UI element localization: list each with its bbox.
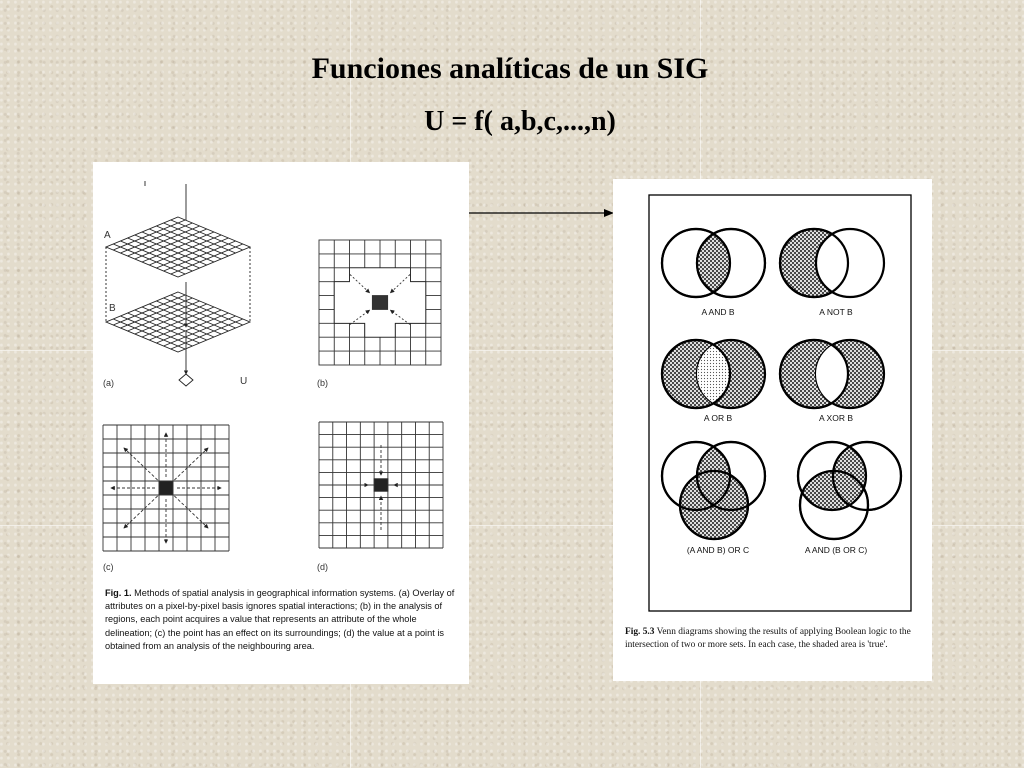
result-cell [179,374,193,386]
region-grid-diagram [319,240,441,365]
subfigure-b-label: (b) [317,378,328,388]
center-cell [159,481,173,495]
caption-text: Methods of spatial analysis in geographical information systems. (a) Overlay of attributes on a pixel-by-pixel basis ignores spatial interactions; (b) in the analysis of regions, each point acquires a value that represents an attribute of the whole delineation; (c) the point has an effect on its surroundings; (d) the value at a point is obtained from an analysis of the neighbouring area. [105,588,455,651]
caption-text: Venn diagrams showing the results of applying Boolean logic to the intersection of two or more sets. In each case, the shaded area is 'true'. [625,627,911,651]
venn-diagrams-figure [613,179,932,681]
slide-title: Funciones analíticas de un SIG [311,52,709,85]
caption-label: Fig. 1. [105,588,132,598]
slide-formula: U = f( a,b,c,...,n) [424,106,616,137]
venn-label-a-xor-b: A XOR B [818,413,853,423]
overlay-layers-diagram [106,181,250,386]
spatial-analysis-figure [93,162,469,684]
venn-label-and-or-group: A AND (B OR C) [804,545,868,555]
neighbourhood-grid-diagram [319,422,443,548]
figure-5-3-caption [625,626,929,653]
point-effect-grid-diagram [103,425,229,551]
subfigure-d-label: (d) [317,562,328,572]
caption-label: Fig. 5.3 [625,627,655,637]
venn-circle-b [816,229,884,297]
subfigure-c-label: (c) [103,562,114,572]
center-cell [374,479,388,492]
result-u-label: U [240,376,248,387]
venn-label-a-not-b: A NOT B [819,307,853,317]
subfigure-a-label: (a) [103,378,114,388]
venn-diagrams [613,179,932,681]
layer-a-label: A [104,230,111,241]
venn-label-a-or-b: A OR B [703,413,733,423]
venn-label-a-and-b: A AND B [701,307,735,317]
layer-b-label: B [109,303,116,314]
layer-a-grid [106,217,250,277]
center-cell [372,296,387,310]
figure-1-caption [105,587,461,653]
layer-b-grid [106,292,250,352]
venn-label-and-or: (A AND B) OR C [686,545,750,555]
